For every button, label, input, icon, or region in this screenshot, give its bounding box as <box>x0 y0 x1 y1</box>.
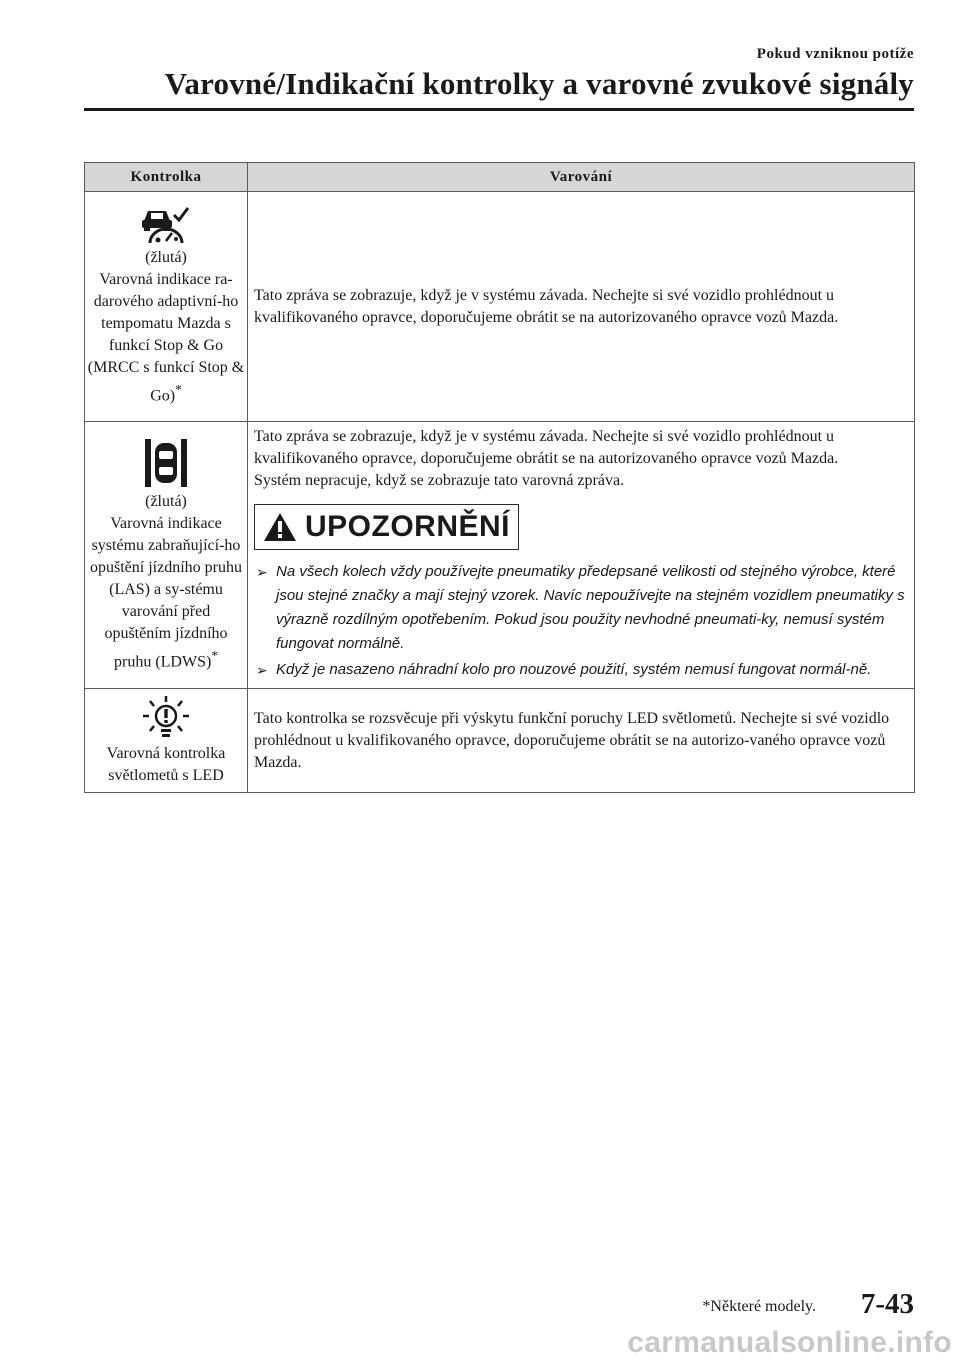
caution-label: UPOZORNĚNÍ <box>305 510 511 543</box>
indicator-name: Varovná kontrolka světlometů s LED <box>106 744 226 784</box>
indicator-cell <box>85 192 248 422</box>
table-row <box>85 689 915 793</box>
indicator-cell <box>85 689 248 793</box>
page-title: Varovné/Indikační kontrolky a varovné zvukové signály <box>164 66 914 101</box>
footnote-star: * <box>211 647 218 663</box>
warning-cell <box>248 192 915 422</box>
column-header-indicator: Kontrolka <box>85 163 248 192</box>
caution-banner <box>254 504 519 550</box>
warning-text: Tato zpráva se zobrazuje, když je v systému závada. Nechejte si své vozidlo prohlédnout u kvalifikovaného opravce, doporučujeme obrátit se na autorizovaného opravce vozů Mazda. <box>254 428 839 467</box>
indicator-color: (žlutá) <box>145 249 187 267</box>
warning-cell <box>248 422 915 689</box>
list-item: ➢ Když je nasazeno náhradní kolo pro nouzové použití, systém nemusí fungovat normál-ně. <box>254 658 906 682</box>
warning-cell <box>248 689 915 793</box>
table-row <box>85 422 915 689</box>
warning-text: Systém nepracuje, když se zobrazuje tato varovná zpráva. <box>254 472 625 489</box>
indicator-name: Varovná indikace systému zabraňující-ho opuštění jízdního pruhu (LAS) a sy-stému varování před opuštěním jízdního pruhu (LDWS)* <box>90 514 242 671</box>
section-title: Pokud vzniknou potíže <box>756 46 914 62</box>
page-number: 7-43 <box>860 1288 914 1320</box>
column-header-warning: Varování <box>248 163 915 192</box>
warning-triangle-icon <box>263 512 297 542</box>
warning-table <box>84 162 915 793</box>
list-item: ➢ Na všech kolech vždy používejte pneumatiky předepsané velikosti od stejného výrobce, které jsou stejné značky a mají stejný vzorek. Navíc nepoužívejte na stejném vozidlem pneumatiky s výrazně rozdílným opotřebením. Pokud jsou použity nevhodné pneumati-ky, nemusí systém fungovat normálně. <box>254 560 906 656</box>
warning-text: Tato zpráva se zobrazuje, když je v systému závada. Nechejte si své vozidlo prohlédnout u kvalifikovaného opravce, doporučujeme obrátit se na autorizovaného opravce vozů Mazda. <box>254 286 839 326</box>
indicator-cell <box>85 422 248 689</box>
watermark: carmanualsonline.info <box>627 1326 952 1359</box>
caution-list <box>254 560 906 682</box>
table-row <box>85 192 915 422</box>
indicator-color: (žlutá) <box>145 492 187 510</box>
lane-assist-warning-icon <box>143 437 189 489</box>
led-headlight-warning-icon <box>141 695 191 741</box>
warning-text: Tato kontrolka se rozsvěcuje při výskytu funkční poruchy LED světlometů. Nechejte si své vozidlo prohlédnout u kvalifikovaného opravce, doporučujeme obrátit se na autorizo-vaného opravce vozů Mazda. <box>254 709 890 771</box>
footnote: *Některé modely. <box>702 1298 816 1315</box>
indicator-name: Varovná indikace ra-darového adaptivní-ho tempomatu Mazda s funkcí Stop & Go (MRCC s funkcí Stop & Go)* <box>87 271 245 405</box>
arrow-bullet-icon: ➢ <box>256 662 268 678</box>
mrcc-warning-icon <box>140 205 192 245</box>
footnote-star: * <box>175 382 182 398</box>
table-header-row <box>85 163 915 192</box>
header-divider <box>84 108 914 111</box>
arrow-bullet-icon: ➢ <box>256 564 268 580</box>
